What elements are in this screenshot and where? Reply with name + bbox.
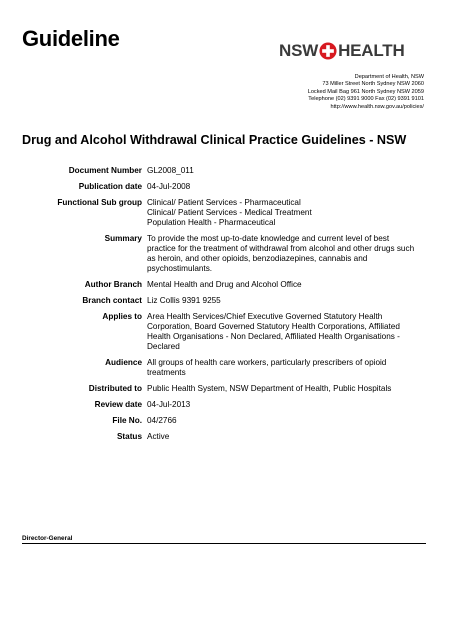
meta-label: Status <box>116 431 142 441</box>
meta-value-line: 04-Jul-2013 <box>147 400 191 409</box>
meta-value-line: Declared <box>147 342 180 352</box>
meta-label: Applies to <box>102 311 142 321</box>
meta-value <box>147 358 429 378</box>
meta-row-branch-contact <box>22 296 429 306</box>
meta-label: Author Branch <box>84 280 142 290</box>
meta-row-summary <box>22 234 429 275</box>
meta-value <box>147 182 429 192</box>
meta-row-publication-date <box>22 182 429 192</box>
meta-value <box>147 400 429 410</box>
meta-value <box>147 280 429 290</box>
meta-value-line: Clinical/ Patient Services - Pharmaceutical <box>147 197 301 207</box>
address-line: Locked Mail Bag 961 North Sydney NSW 2059 <box>307 88 424 95</box>
logo-text-health: HEALTH <box>338 41 405 60</box>
meta-row-status <box>22 432 429 442</box>
meta-value-line: practice for the treatment of withdrawal from alcohol and other drugs such <box>147 244 415 253</box>
meta-value <box>147 166 429 176</box>
meta-value-line: Liz Collis 9391 9255 <box>147 296 221 305</box>
waratah-cross-icon <box>319 42 337 60</box>
meta-value-line: Population Health - Pharmaceutical <box>147 218 276 227</box>
meta-value-line: Clinical/ Patient Services - Medical Treatment <box>147 207 312 217</box>
meta-row-document-number <box>22 166 429 176</box>
meta-label: Functional Sub group <box>57 197 142 207</box>
meta-value-line: Active <box>147 431 170 441</box>
meta-value <box>147 234 429 275</box>
page-title: Guideline <box>22 26 120 51</box>
meta-value-line: GL2008_011 <box>147 166 194 175</box>
document-title: Drug and Alcohol Withdrawal Clinical Practice Guidelines - NSW <box>22 133 407 147</box>
meta-value-line: Public Health System, NSW Department of Health, Public Hospitals <box>147 384 392 394</box>
meta-value-line: All groups of health care workers, particularly prescribers of opioid <box>147 358 387 368</box>
meta-row-distributed-to <box>22 384 429 394</box>
address-line: Department of Health, NSW <box>354 74 424 80</box>
document-metadata <box>22 166 429 447</box>
meta-value-line: Health Organisations - Non Declared, Affiliated Health Organisations - <box>147 332 400 342</box>
meta-value <box>147 312 429 353</box>
meta-value-line: Corporation, Board Governed Statutory Health Corporations, Affiliated <box>147 322 400 331</box>
meta-value <box>147 296 429 306</box>
department-address <box>308 74 424 111</box>
director-general-label: Director-General <box>22 535 73 542</box>
meta-label: Review date <box>94 400 142 409</box>
meta-label: Branch contact <box>82 296 142 305</box>
logo-text-nsw: NSW <box>279 41 319 60</box>
meta-label: File No. <box>112 415 142 425</box>
meta-value <box>147 416 429 426</box>
meta-label: Audience <box>105 358 142 368</box>
meta-label: Summary <box>104 233 142 243</box>
meta-value-line: Area Health Services/Chief Executive Governed Statutory Health <box>147 311 383 321</box>
address-line: Telephone (02) 9391 9000 Fax (02) 9391 9101 <box>308 96 424 103</box>
meta-label: Document Number <box>68 166 142 175</box>
meta-row-audience <box>22 358 429 378</box>
meta-row-functional-sub-group <box>22 198 429 229</box>
meta-row-file-no <box>22 416 429 426</box>
meta-label: Publication date <box>78 181 142 191</box>
footer-divider <box>22 543 426 544</box>
meta-value <box>147 384 429 394</box>
meta-row-review-date <box>22 400 429 410</box>
meta-value-line: treatments <box>147 368 186 378</box>
nsw-health-logo <box>279 40 405 62</box>
meta-value <box>147 432 429 442</box>
meta-label: Distributed to <box>88 384 142 394</box>
meta-value-line: 04/2766 <box>147 415 177 425</box>
meta-value-line: psychostimulants. <box>147 264 213 274</box>
meta-value-line: To provide the most up-to-date knowledge and current level of best <box>147 233 390 243</box>
address-line: 73 Miller Street North Sydney NSW 2060 <box>322 81 424 88</box>
meta-row-applies-to <box>22 312 429 353</box>
meta-value <box>147 198 429 229</box>
meta-value-line: as heroin, and other opioids, benzodiazepines, cannabis and <box>147 254 368 264</box>
meta-row-author-branch <box>22 280 429 290</box>
meta-value-line: 04-Jul-2008 <box>147 181 191 191</box>
policies-link[interactable]: http://www.health.nsw.gov.au/policies/ <box>330 103 424 110</box>
meta-value-line: Mental Health and Drug and Alcohol Office <box>147 280 302 290</box>
